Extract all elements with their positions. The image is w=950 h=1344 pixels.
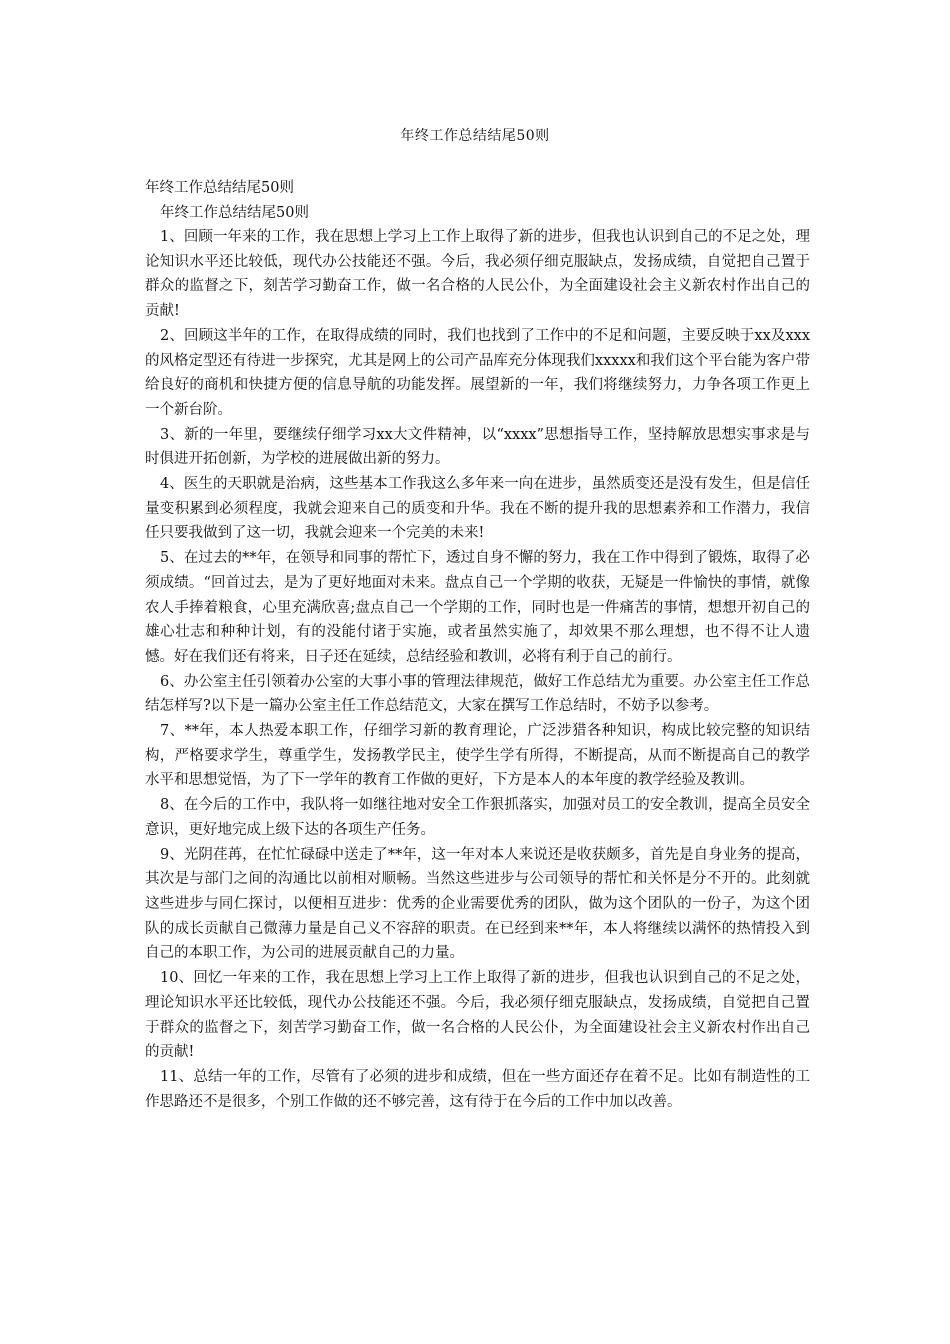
paragraph-8: 8、在今后的工作中，我队将一如继往地对安全工作狠抓落实，加强对员工的安全教训，提高全员安全意识，更好地完成上级下达的各项生产任务。: [145, 797, 810, 838]
paragraph-10: 10、回忆一年来的工作，我在思想上学习上工作上取得了新的进步，但我也认识到自己的不足之处，理论知识水平还比较低，现代办公技能还不强。今后，我必须仔细克服缺点，发扬成绩，自觉把自己置于群众的监督之下，刻苦学习勤奋工作，做一名合格的人民公仆，为全面建设社会主义新农村作出自己的贡献!: [145, 970, 810, 1061]
paragraph-4: 4、医生的天职就是治病，这些基本工作我这么多年来一向在进步，虽然质变还是没有发生，但是信任量变积累到必须程度，我就会迎来自己的质变和升华。我在不断的提升我的思想素养和工作潜力，我信任只要我做到了这一切，我就会迎来一个完美的未来!: [145, 476, 810, 542]
paragraph-6: 6、办公室主任引领着办公室的大事小事的管理法律规范，做好工作总结尤为重要。办公室主任工作总结怎样写?以下是一篇办公室主任工作总结范文，大家在撰写工作总结时，不妨予以参考。: [145, 673, 810, 715]
paragraph-9: 9、光阴荏苒，在忙忙碌碌中送走了**年，这一年对本人来说还是收获颇多，首先是自身业务的提高，其次是与部门之间的沟通比以前相对顺畅。当然这些进步与公司领导的帮忙和关怀是分不开的。此刻就这些进步与同仁探讨，以便相互进步：优秀的企业需要优秀的团队，做为这个团队的一份子，为这个团队的成长贡献自己微薄力量是自己义不容辞的职责。在已经到来**年，本人将继续以满怀的热情投入到自己的本职工作，为公司的进展贡献自己的力量。: [145, 846, 810, 962]
paragraph-1: 1、回顾一年来的工作，我在思想上学习上工作上取得了新的进步，但我也认识到自己的不足之处，理论知识水平还比较低，现代办公技能还不强。今后，我必须仔细克服缺点，发扬成绩，自觉把自己置于群众的监督之下，刻苦学习勤奋工作，做一名合格的人民公仆，为全面建设社会主义新农村作出自己的贡献!: [145, 229, 810, 320]
paragraph-3: 3、新的一年里，要继续仔细学习xx大文件精神，以“xxxx”思想指导工作，坚持解放思想实事求是与时俱进开拓创新，为学校的进展做出新的努力。: [145, 426, 810, 468]
heading-line-1: 年终工作总结结尾50则: [145, 180, 294, 196]
heading-line-2: 年终工作总结结尾50则: [160, 204, 309, 221]
paragraph-11: 11、总结一年的工作，尽管有了必须的进步和成绩，但在一些方面还存在着不足。比如有制造性的工作思路还不是很多，个别工作做的还不够完善，这有待于在今后的工作中加以改善。: [145, 1068, 810, 1110]
paragraph-7: 7、**年，本人热爱本职工作，仔细学习新的教育理论，广泛涉猎各种知识，构成比较完整的知识结构，严格要求学生，尊重学生，发扬教学民主，使学生学有所得，不断提高，从而不断提高自己的教学水平和思想觉悟，为了下一学年的教育工作做的更好，下方是本人的本年度的教学经验及教训。: [145, 723, 810, 789]
document-body: [145, 176, 810, 1114]
paragraph-5: 5、在过去的**年，在领导和同事的帮忙下，透过自身不懈的努力，我在工作中得到了锻炼，取得了必须成绩。“回首过去，是为了更好地面对未来。盘点自己一个学期的收获，无疑是一件愉快的事情，就像农人手捧着粮食，心里充满欣喜;盘点自己一个学期的工作，同时也是一件痛苦的事情，想想开初自己的雄心壮志和种种计划，有的没能付诸于实施，或者虽然实施了，却效果不那么理想，也不得不让人遗憾。好在我们还有将来，日子还在延续，总结经验和教训，必将有利于自己的前行。: [145, 550, 810, 665]
paragraph-2: 2、回顾这半年的工作，在取得成绩的同时，我们也找到了工作中的不足和问题，主要反映于xx及xxx的风格定型还有待进一步探究，尤其是网上的公司产品库充分体现我们xxxxx和我们这个平台能为客户带给良好的商机和快捷方便的信息导航的功能发挥。展望新的一年，我们将继续努力，力争各项工作更上一个新台阶。: [145, 327, 810, 418]
document-title: 年终工作总结结尾50则: [400, 128, 550, 144]
